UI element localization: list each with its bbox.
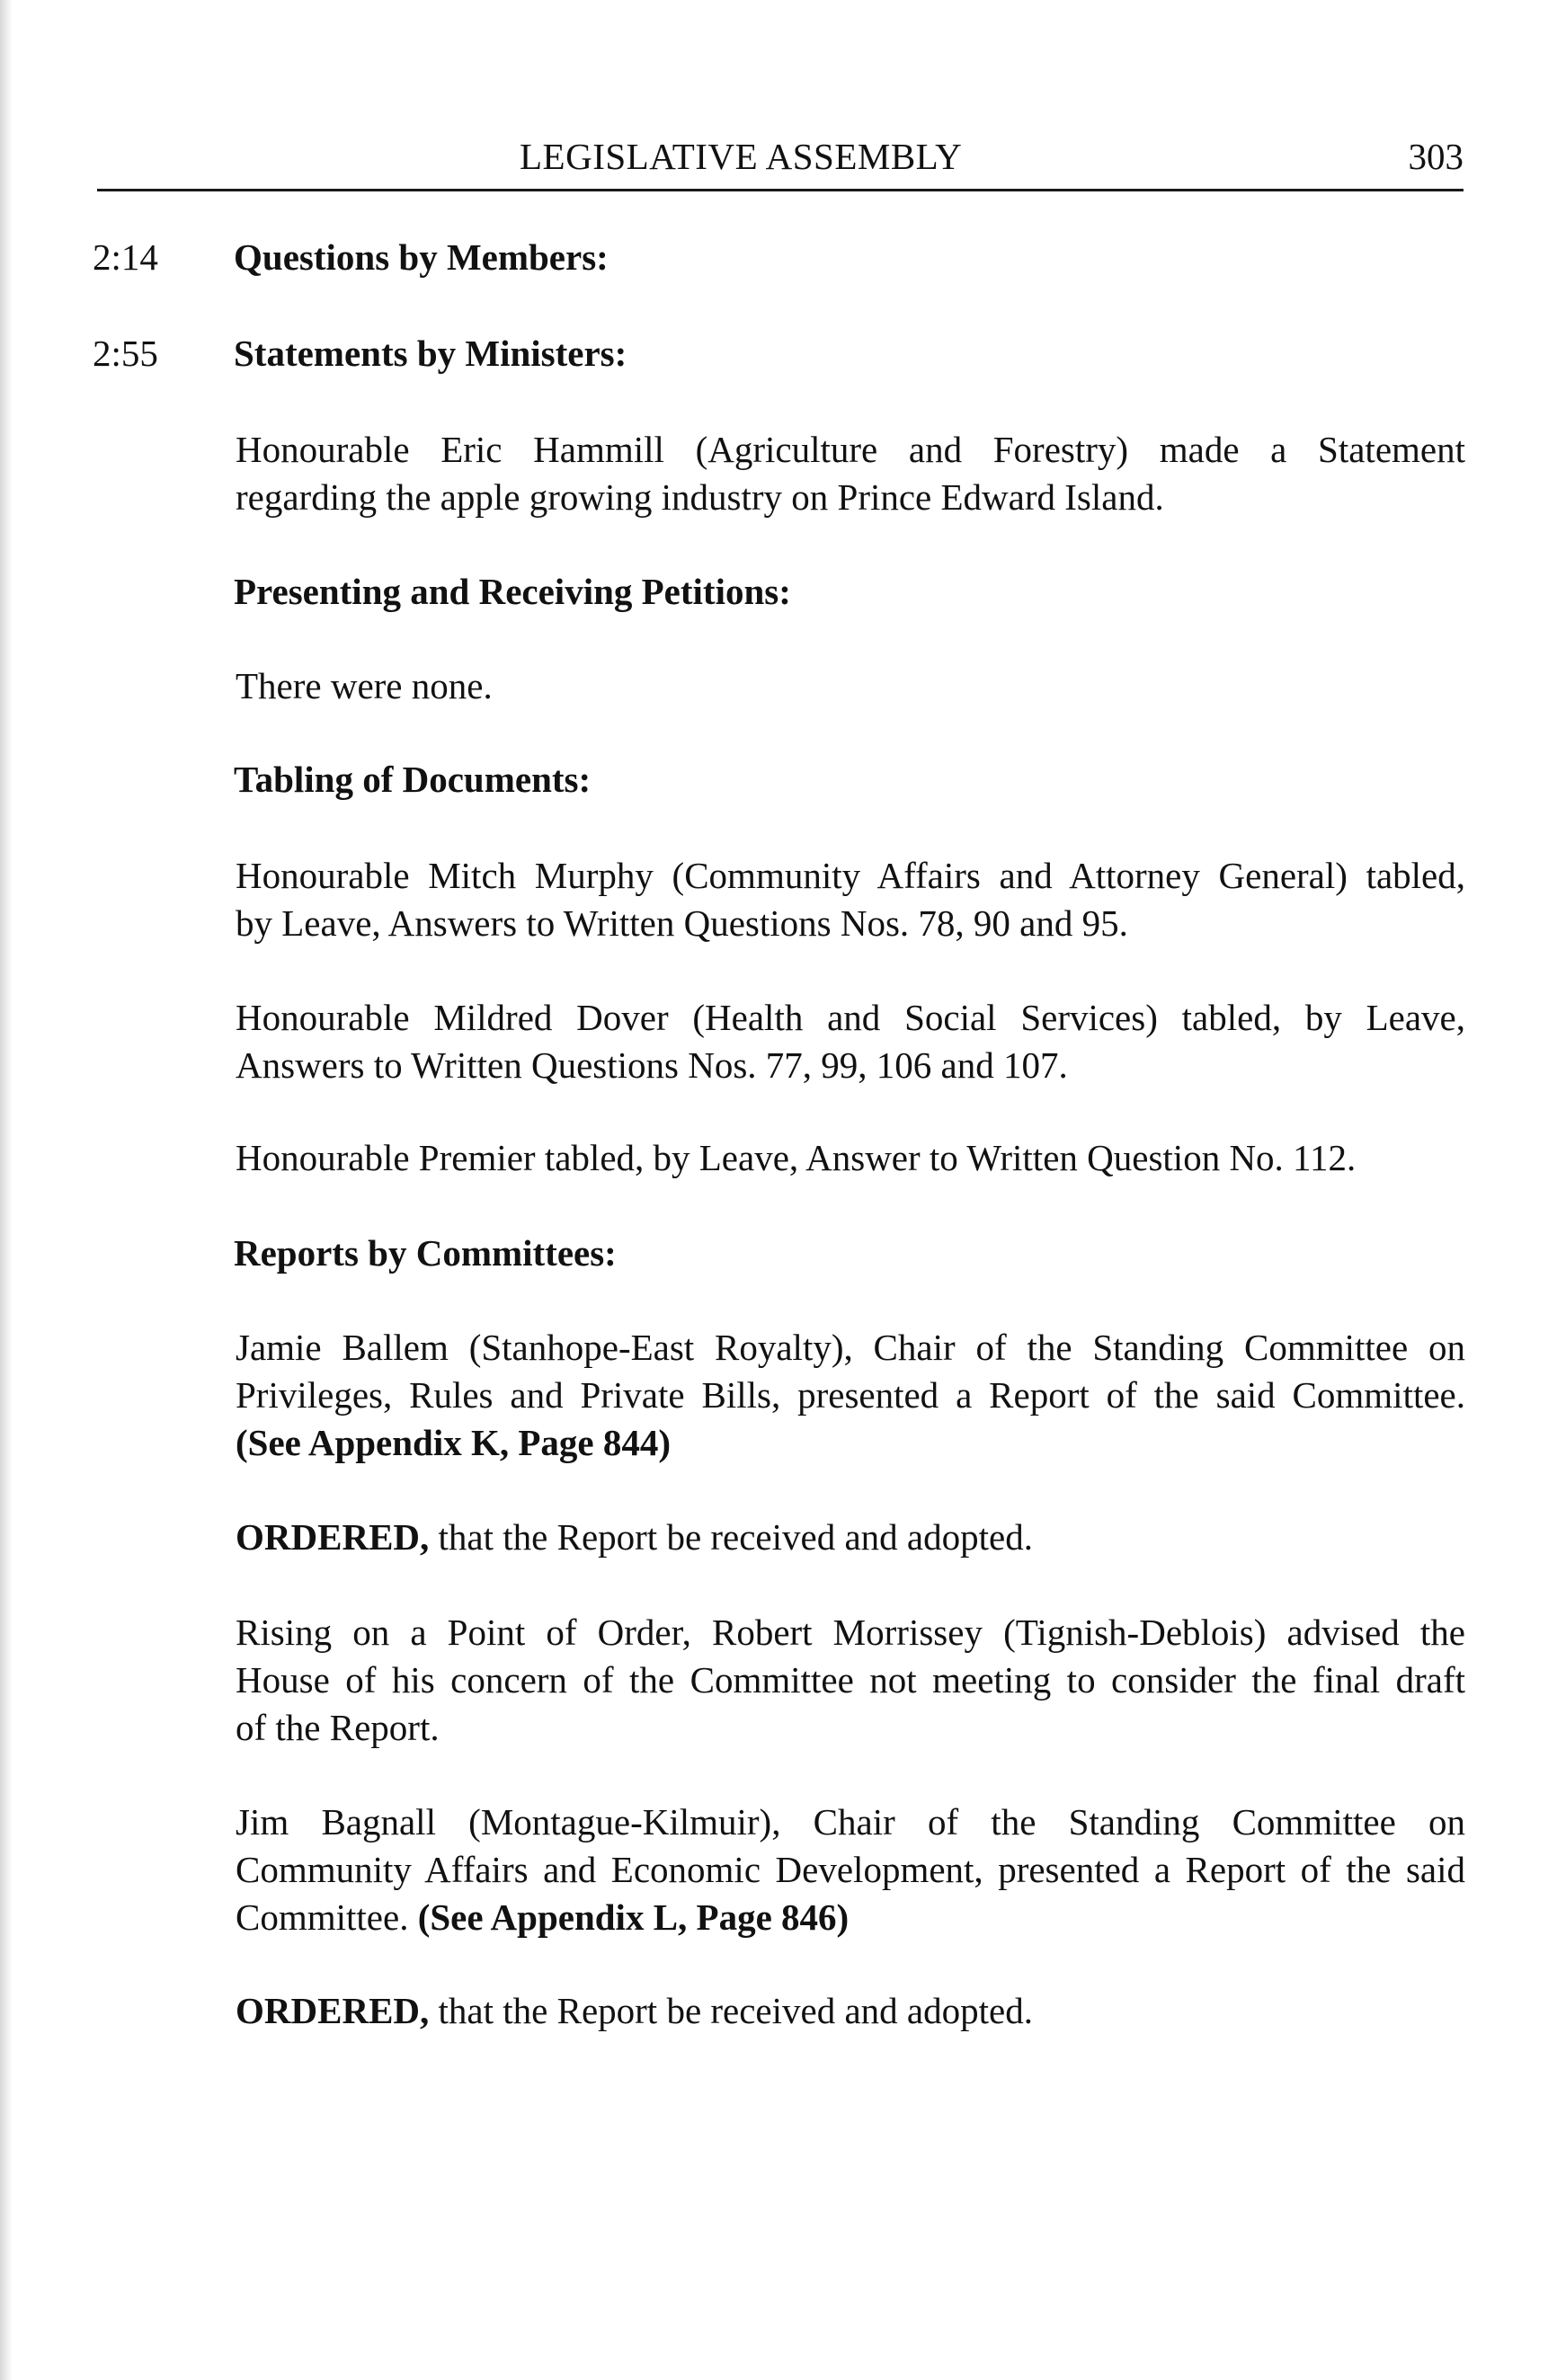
report-paragraph-bagnall — [236, 1798, 1465, 1941]
tabling-line: Answers to Written Questions Nos. 77, 99, 106 and 107. — [236, 1044, 1068, 1086]
ordered-text: that the Report be received and adopted. — [429, 1990, 1033, 2031]
tabling-paragraph-dover — [236, 994, 1465, 1089]
tabling-paragraph-premier — [236, 1134, 1465, 1182]
heading-petitions: Presenting and Receiving Petitions: — [234, 571, 791, 612]
ordered-paragraph-1 — [236, 1514, 1465, 1561]
report-line: Jamie Ballem (Stanhope-East Royalty), Chair of the Standing Committee on — [236, 1327, 1465, 1368]
point-of-order-line: Rising on a Point of Order, Robert Morrissey (Tignish-Deblois) advised the — [236, 1612, 1465, 1653]
scanned-page-edge — [0, 0, 13, 2380]
time-statements: 2:55 — [93, 333, 158, 374]
point-of-order-line: House of his concern of the Committee not meeting to consider the final draft — [236, 1659, 1465, 1701]
heading-questions-by-members: Questions by Members: — [234, 236, 609, 278]
statement-line: regarding the apple growing industry on Prince Edward Island. — [236, 476, 1164, 518]
time-questions: 2:14 — [93, 236, 158, 278]
ordered-paragraph-2 — [236, 1987, 1465, 2035]
report-line-text: Committee. — [236, 1896, 418, 1938]
petitions-text: There were none. — [236, 665, 493, 706]
point-of-order-line: of the Report. — [236, 1707, 440, 1748]
report-line: Community Affairs and Economic Development, presented a Report of the said — [236, 1849, 1465, 1890]
heading-reports-by-committees: Reports by Committees: — [234, 1232, 617, 1274]
appendix-reference: (See Appendix L, Page 846) — [417, 1896, 850, 1938]
report-line: Jim Bagnall (Montague-Kilmuir), Chair of the Standing Committee on — [236, 1801, 1465, 1843]
heading-statements-by-ministers: Statements by Ministers: — [234, 333, 627, 374]
report-line: Privileges, Rules and Private Bills, presented a Report of the said Committee. — [236, 1374, 1465, 1416]
appendix-reference: (See Appendix K, Page 844) — [236, 1422, 672, 1463]
report-paragraph-ballem — [236, 1324, 1465, 1467]
ordered-text: that the Report be received and adopted. — [429, 1516, 1033, 1558]
tabling-paragraph-murphy — [236, 852, 1465, 947]
tabling-line: Honourable Mildred Dover (Health and Social Services) tabled, by Leave, — [236, 997, 1465, 1038]
tabling-line: Honourable Premier tabled, by Leave, Answer to Written Question No. 112. — [236, 1137, 1357, 1178]
ordered-label: ORDERED, — [236, 1990, 430, 2031]
statement-line: Honourable Eric Hammill (Agriculture and Forestry) made a Statement — [236, 429, 1465, 470]
heading-tabling-of-documents: Tabling of Documents: — [234, 759, 592, 800]
petitions-paragraph — [236, 662, 1465, 710]
running-title: LEGISLATIVE ASSEMBLY — [520, 136, 963, 177]
tabling-line: by Leave, Answers to Written Questions Nos. 78, 90 and 95. — [236, 902, 1128, 944]
page-header — [97, 135, 1464, 191]
tabling-line: Honourable Mitch Murphy (Community Affairs and Attorney General) tabled, — [236, 855, 1465, 896]
page-number: 303 — [1408, 136, 1464, 177]
point-of-order-paragraph — [236, 1609, 1465, 1752]
ordered-label: ORDERED, — [236, 1516, 430, 1558]
statement-paragraph — [236, 426, 1465, 521]
